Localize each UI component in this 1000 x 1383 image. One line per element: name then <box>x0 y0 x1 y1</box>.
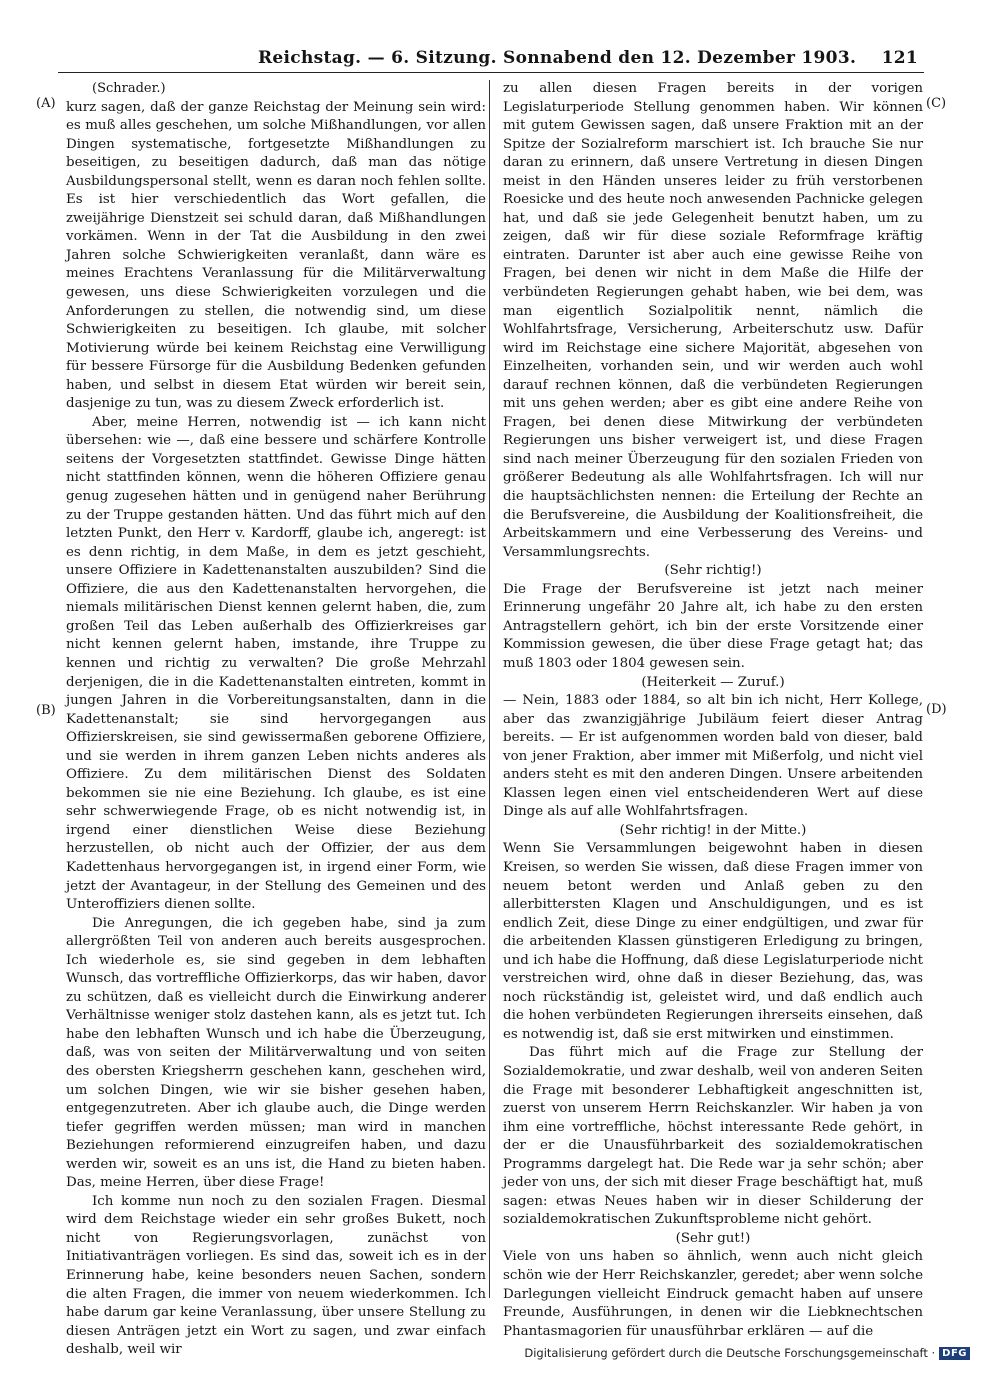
dfg-logo-icon: DFG <box>939 1347 970 1360</box>
header-title: Reichstag. — 6. Sitzung. Sonnabend den 12. Dezember 1903. <box>258 48 857 68</box>
right-column <box>503 80 923 1341</box>
footer-credit: Digitalisierung gefördert durch die Deutsche Forschungsgemeinschaft · <box>524 1346 936 1360</box>
interjection: (Heiterkeit — Zuruf.) <box>641 674 785 690</box>
interjection: (Sehr gut!) <box>675 1230 751 1246</box>
paragraph: zu allen diesen Fragen bereits in der vorigen Legislaturperiode Stellung genommen haben. Wir können mit gutem Gewissen sagen, daß unsere Fraktion mit an der Spitze der Sozialreform marschiert ist. Ich brauche Sie nur daran zu erinnern, daß unsere Vertretung in diesen Dingen meist in den Händen unseres leider zu früh verstorbenen Roesicke und des heute noch anwesenden Pachnicke gelegen hat, und daß sie jede Gelegenheit benutzt haben, um zu zeigen, daß wir für diese soziale Reformfrage kräftig eintraten. Darunter ist aber auch eine gewisse Reihe von Fragen, bei denen wir nicht in dem Maße die Hilfe der verbündeten Regierungen gehabt haben, wie bei dem, was man eigentlich Sozialpolitik nennt, nämlich die Wohlfahrtsfrage, Versicherung, Arbeiterschutz usw. Dafür wird im Reichstage eine sichere Majorität, abgesehen von Einzelheiten, vorhanden sein, und wir werden auch wohl darauf rechnen können, daß die verbündeten Regierungen mit uns gehen werden; aber es gibt eine andere Reihe von Fragen, bei denen diese Mitwirkung der verbündeten Regierungen uns bisher verweigert ist, und diese Fragen sind nach meiner Überzeugung für den sozialen Frieden von größerer Bedeutung als alle Wohlfahrtsfragen. Ich will nur die hauptsächlichsten nennen: die Erteilung der Rechte an die Berufsvereine, die Ausbildung der Koalitionsfreiheit, die Arbeitskammern und eine Verbesserung des Vereins- und Versammlungsrechts. <box>503 81 923 560</box>
running-header <box>58 46 924 73</box>
margin-marker-b: (B) <box>36 703 56 718</box>
column-divider <box>489 80 490 1298</box>
paragraph: Das führt mich auf die Frage zur Stellung der Sozialdemokratie, und zwar deshalb, weil von anderen Seiten die Frage mit besonderer Lebhaftigkeit angeschnitten ist, zuerst von unserem Herrn Reichskanzler. Wir haben ja von ihm eine vortreffliche, höchst interessante Rede gehört, in der er die Unausführbarkeit des sozialdemokratischen Programms dargelegt hat. Die Rede war ja sehr schön; aber jeder von uns, der sich mit dieser Frage beschäftigt hat, muß sagen: etwas Neues haben wir in dieser Schilderung der sozialdemokratischen Zukunftsprobleme nicht gehört. <box>503 1045 923 1228</box>
interjection: (Sehr richtig!) <box>664 563 762 579</box>
page-number: 121 <box>881 48 918 68</box>
speaker-name: (Schrader.) <box>92 81 166 96</box>
paragraph: Aber, meine Herren, notwendig ist — ich kann nicht übersehen: wie —, daß eine bessere und schärfere Kontrolle seitens der Vorgesetzten stattfindet. Gewisse Dinge hätten nicht stattfinden können, wenn die höheren Offiziere genau genug zugesehen hätten und in genügend naher Berührung zu der Truppe gestanden hätten. Und das führt mich auf den letzten Punkt, den Herr v. Kardorff, glaube ich, angeregt: ist es denn richtig, in dem Maße, in dem es jetzt geschieht, unsere Offiziere in Kadettenanstalten auszubilden? Sind die Offiziere, die aus den Kadettenanstalten hervorgehen, die niemals militärischen Dienst kennen gelernt haben, die, zum großen Teil das Leben außerhalb des Offizierkreises gar nicht kennen gelernt haben, imstande, ihre Truppe zu kennen und richtig zu verwalten? Die große Mehrzahl derjenigen, die in die Kadettenanstalten eintreten, kommt in jungen Jahren in die Vorbereitungsanstalten, dann in die Kadettenanstalt; sie sind hervorgegangen aus Offizierskreisen, sie sind gewissermaßen geborene Offiziere, und sie werden in ihrem ganzen Leben nichts anderes als Offiziere. Zu dem militärischen Dienst des Soldaten bekommen sie nie eine Beziehung. Ich glaube, es ist eine sehr schwerwiegende Frage, ob es nicht notwendig ist, in irgend einer dienstlichen Weise diese Beziehung herzustellen, ob nicht auch der Offizier, der aus dem Kadettenhaus hervorgegangen ist, in irgend einer Form, wie jetzt der Avantageur, in der Stellung des Gemeinen und des Unteroffiziers dienen sollte. <box>66 414 486 913</box>
paragraph: Ich komme nun noch zu den sozialen Fragen. Diesmal wird dem Reichstage wieder ein sehr großes Bukett, noch nicht von Regierungsvorlagen, zunächst von Initiativanträgen vorliegen. Es sind das, soweit ich es in der Erinnerung habe, keine besonders neuen Sachen, sondern die alten Fragen, die immer von neuem wiederkommen. Ich habe darum gar keine Veranlassung, über unsere Stellung zu diesen Anträgen jetzt ein Wort zu sagen, und zwar einfach deshalb, weil wir <box>66 1193 486 1358</box>
paragraph: kurz sagen, daß der ganze Reichstag der Meinung sein wird: es muß alles geschehen, um solche Mißhandlungen, vor allen Dingen systematische, fortgesetzte Mißhandlungen zu beseitigen, zu beseitigen dadurch, daß man das nötige Ausbildungspersonal stellt, wenn es daran noch fehlen sollte. Es ist hier verschiedentlich das Wort gefallen, die zweijährige Dienstzeit sei schuld daran, daß Mißhandlungen vorkämen. Wenn in der Tat die Ausbildung in den zwei Jahren solche Schwierigkeiten veranlaßt, dann wäre es meines Erachtens Veranlassung für die Militärverwaltung gewesen, uns diese Schwierigkeiten vorzulegen und die Anforderungen zu stellen, die notwendig sind, um diese Schwierigkeiten zu beseitigen. Ich glaube, mit solcher Motivierung würde bei keinem Reichstag eine Verwilligung für bessere Fürsorge für die Ausbildung Bedenken gefunden haben, und selbst in diesem Etat würden wir bereit sein, dasjenige zu tun, was zu diesem Zweck erforderlich ist. <box>66 99 486 412</box>
interjection: (Sehr richtig! in der Mitte.) <box>619 822 807 838</box>
left-column <box>66 80 486 1360</box>
paragraph: Die Frage der Berufsvereine ist jetzt nach meiner Erinnerung ungefähr 20 Jahre alt, ich habe zu den ersten Antragstellern gehört, ich bin der erste Vorsitzende einer Kommission gewesen, die über diese Frage getagt hat; das muß 1803 oder 1804 gewesen sein. <box>503 581 923 671</box>
paragraph: Die Anregungen, die ich gegeben habe, sind ja zum allergrößten Teil von anderen auch bereits ausgesprochen. Ich wiederhole es, sie sind gegeben in dem lebhaften Wunsch, das vortreffliche Offizierkorps, das wir haben, davor zu schützen, daß es vielleicht durch die Einwirkung anderer Verhältnisse weniger stolz dastehen kann, als es jetzt tut. Ich habe den lebhaften Wunsch und ich habe die Überzeugung, daß, was von seiten der Militärverwaltung und von seiten des obersten Kriegsherrn geschehen kann, geschehen wird, um solchen Dingen, wie wir sie bisher gesehen haben, entgegenzutreten. Aber ich glaube auch, die Dinge werden tiefer gegriffen werden müssen; man wird in manchen Beziehungen reformierend einzugreifen haben, und dazu werden wir, soweit es an uns ist, die Hand zu bieten haben. Das, meine Herren, über diese Frage! <box>66 915 486 1191</box>
paragraph: — Nein, 1883 oder 1884, so alt bin ich nicht, Herr Kollege, aber das zwanzigjährige Jubiläum feiert dieser Antrag bereits. — Er ist aufgenommen worden bald von dieser, bald von jener Fraktion, aber immer mit Mißerfolg, und nicht viel anders steht es mit den anderen Dingen. Unsere arbeitenden Klassen legen einen viel entscheidenderen Wert auf diese Dinge als auf alle Wohlfahrtsfragen. <box>503 693 923 820</box>
margin-marker-c: (C) <box>926 96 947 111</box>
paragraph: Viele von uns haben so ähnlich, wenn auch nicht gleich schön wie der Herr Reichskanzler, geredet; aber wenn solche Darlegungen vielleicht Eindruck gemacht haben auf unsere Freunde, Ausführungen, in denen wir die Liebknechtschen Phantasmagorien für unausführbar erklären — auf die <box>503 1249 923 1339</box>
paragraph: Wenn Sie Versammlungen beigewohnt haben in diesen Kreisen, so werden Sie wissen, daß diese Fragen immer von neuem betont werden und Anlaß geben zu den allerbittersten Klagen und Anschuldigungen, und es ist endlich Zeit, diese Dinge zu einer endgültigen, und zwar für die arbeitenden Klassen günstigeren Erledigung zu bringen, und ich habe die Hoffnung, daß diese Legislaturperiode nicht verstreichen wird, ohne daß in dieser Beziehung, das, was noch rückständig ist, geleistet wird, und daß endlich auch die hohen verbündeten Regierungen ihrerseits einsehen, daß es notwendig ist, daß sie erst mitwirken und einstimmen. <box>503 841 923 1042</box>
footer <box>524 1346 970 1360</box>
margin-marker-d: (D) <box>926 702 947 717</box>
margin-marker-a: (A) <box>36 96 56 111</box>
